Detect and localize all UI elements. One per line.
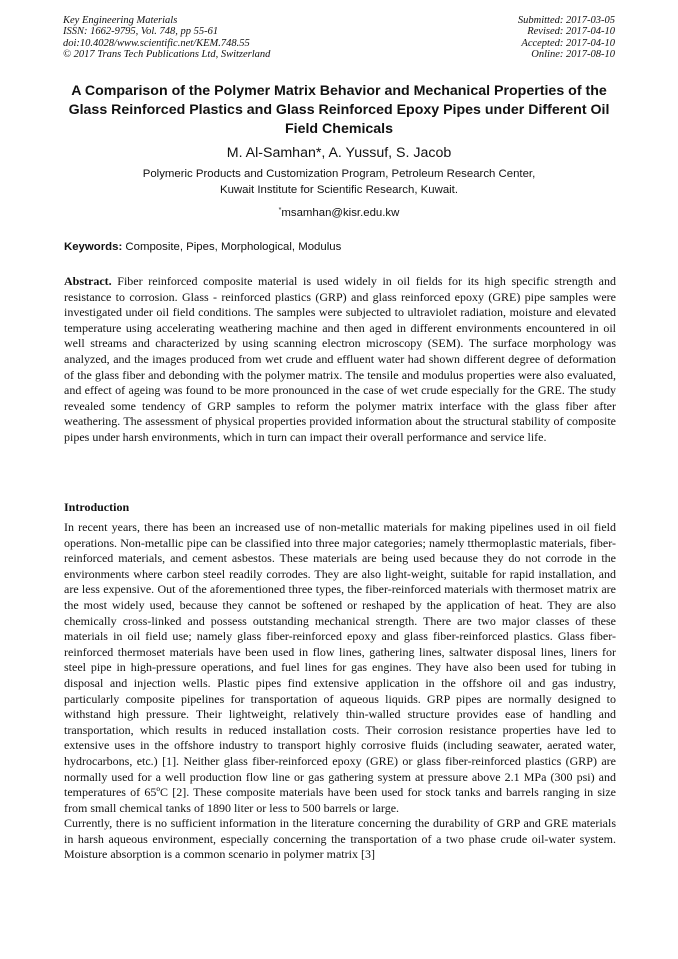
keywords-label: Keywords:	[64, 241, 123, 253]
journal-info	[63, 15, 270, 60]
date-revised: Revised: 2017-04-10	[527, 26, 615, 38]
journal-doi: doi:10.4028/www.scientific.net/KEM.748.55	[63, 37, 250, 49]
intro-paragraph-2: Currently, there is no sufficient information in the literature concerning the durability of GRP and GRE materials in harsh aqueous environment, especially concerning the transportation of a two phase crude oil-water system. Moisture absorption is a common scenario in polymer matrix [3]	[64, 816, 616, 862]
intro-paragraph-1: In recent years, there has been an increased use of non-metallic materials for making pipelines used in oil field operations. Non-metallic pipe can be classified into three major categories; namely tthermoplastic materials, fiber-reinforced materials, and cement asbestos. These materials are being used because they do not corrode in the environments where carbon steel readily corrodes. They are also light-weight, suitable for rapid installation, and are less expensive. Out of the aforementioned three types, the fiber-reinforced materials with thermoset matrix are the most widely used, because they cannot be softened or reshaped by the application of heat. They are also chemically cross-linked and possess outstanding mechanical strength. There are two major classes of these materials in oil field use; namely glass fiber-reinforced epoxy and glass fiber-reinforced plastics. Glass fiber-reinforced thermoset materials have been used in flow lines, gathering lines, saltwater disposal lines, liners for steel pipe in high-pressure operations, and fuel lines for gas engines. They have also been used for tubing in disposal and injection wells. Plastic pipes find extensive application in the offshore oil and gas industry, particularly composite pipelines for transportation of aqueous liquids. GRP pipes are normally designed to withstand high pressure. Their lightweight, relatively thin-walled structure provides ease of handling and transportation, which results in reduced installation costs. Their corrosion resistance properties have led to extensive uses in the offshore industry to transport highly corrosive fluids (including seawater, aerated water, hydrocarbons, etc.) [1]. Neither glass fiber-reinforced epoxy (GRE) or glass fiber-reinforced plastics (GRP) are normally used for a well production flow line or gas gathering system at pressure above 2.1 MPa (300 psi) and temperatures of 65ºC [2]. These composite materials have been used for stock tanks and barrels ranging in size from small chemical tanks of 1890 liter or less to 500 barrels or large.	[64, 520, 616, 815]
journal-copyright: © 2017 Trans Tech Publications Ltd, Switzerland	[63, 48, 271, 60]
keywords-list: Composite, Pipes, Morphological, Modulus	[122, 241, 342, 253]
journal-name: Key Engineering Materials	[63, 15, 178, 26]
journal-issn: ISSN: 1662-9795, Vol. 748, pp 55-61	[63, 26, 219, 38]
email-mark: *	[278, 207, 282, 214]
affiliation-line-1: Polymeric Products and Customization Program, Petroleum Research Center,	[142, 168, 536, 180]
email-address[interactable]: msamhan@kisr.edu.kw	[281, 207, 400, 219]
affiliation-line-2: Kuwait Institute for Scientific Research, Kuwait.	[219, 183, 459, 196]
corresponding-email	[40, 203, 638, 221]
abstract	[64, 274, 616, 446]
section-heading-introduction: Introduction	[64, 500, 130, 514]
date-accepted: Accepted: 2017-04-10	[521, 37, 615, 49]
introduction-body	[64, 520, 616, 863]
date-submitted: Submitted: 2017-03-05	[517, 15, 615, 26]
author-list: M. Al-Samhan*, A. Yussuf, S. Jacob	[226, 145, 452, 161]
date-online: Online: 2017-08-10	[531, 48, 615, 60]
affiliation	[40, 167, 638, 198]
paper-title: A Comparison of the Polymer Matrix Behavior and Mechanical Properties of the Glass Reinforced Plastics and Glass Reinforced Epoxy Pipes under Different Oil Field Chemicals	[68, 83, 610, 137]
publication-dates	[518, 15, 615, 60]
keywords	[64, 240, 616, 255]
abstract-label: Abstract.	[64, 274, 112, 288]
abstract-text: Fiber reinforced composite material is used widely in oil fields for its high specific strength and resistance to corrosion. Glass - reinforced plastics (GRP) and glass reinforced epoxy (GRE) pipe samples were investigated under oil field conditions. The samples were subjected to ultraviolet radiation, moisture and elevated temperature using accelerating weathering machine and then aged in different environments encountered in oil well streams and characterized by using scanning electron microscopy (SEM). The surface morphology was analyzed, and the images produced from wet crude and effluent water had shown different degree of deformation of the glass fiber and debonding with the polymer matrix. The tensile and modulus properties were also evaluated, and effect of ageing was found to be more pronounced in the case of wet crude especially for the GRE. The study revealed some tendency of GRP samples to reform the polymer matrix interface with the glass fiber after weathering. The assessment of physical properties provided information about the structural stability of composite pipes under harsh environments, which in turn can impact their overall performance and service life.	[64, 274, 616, 444]
